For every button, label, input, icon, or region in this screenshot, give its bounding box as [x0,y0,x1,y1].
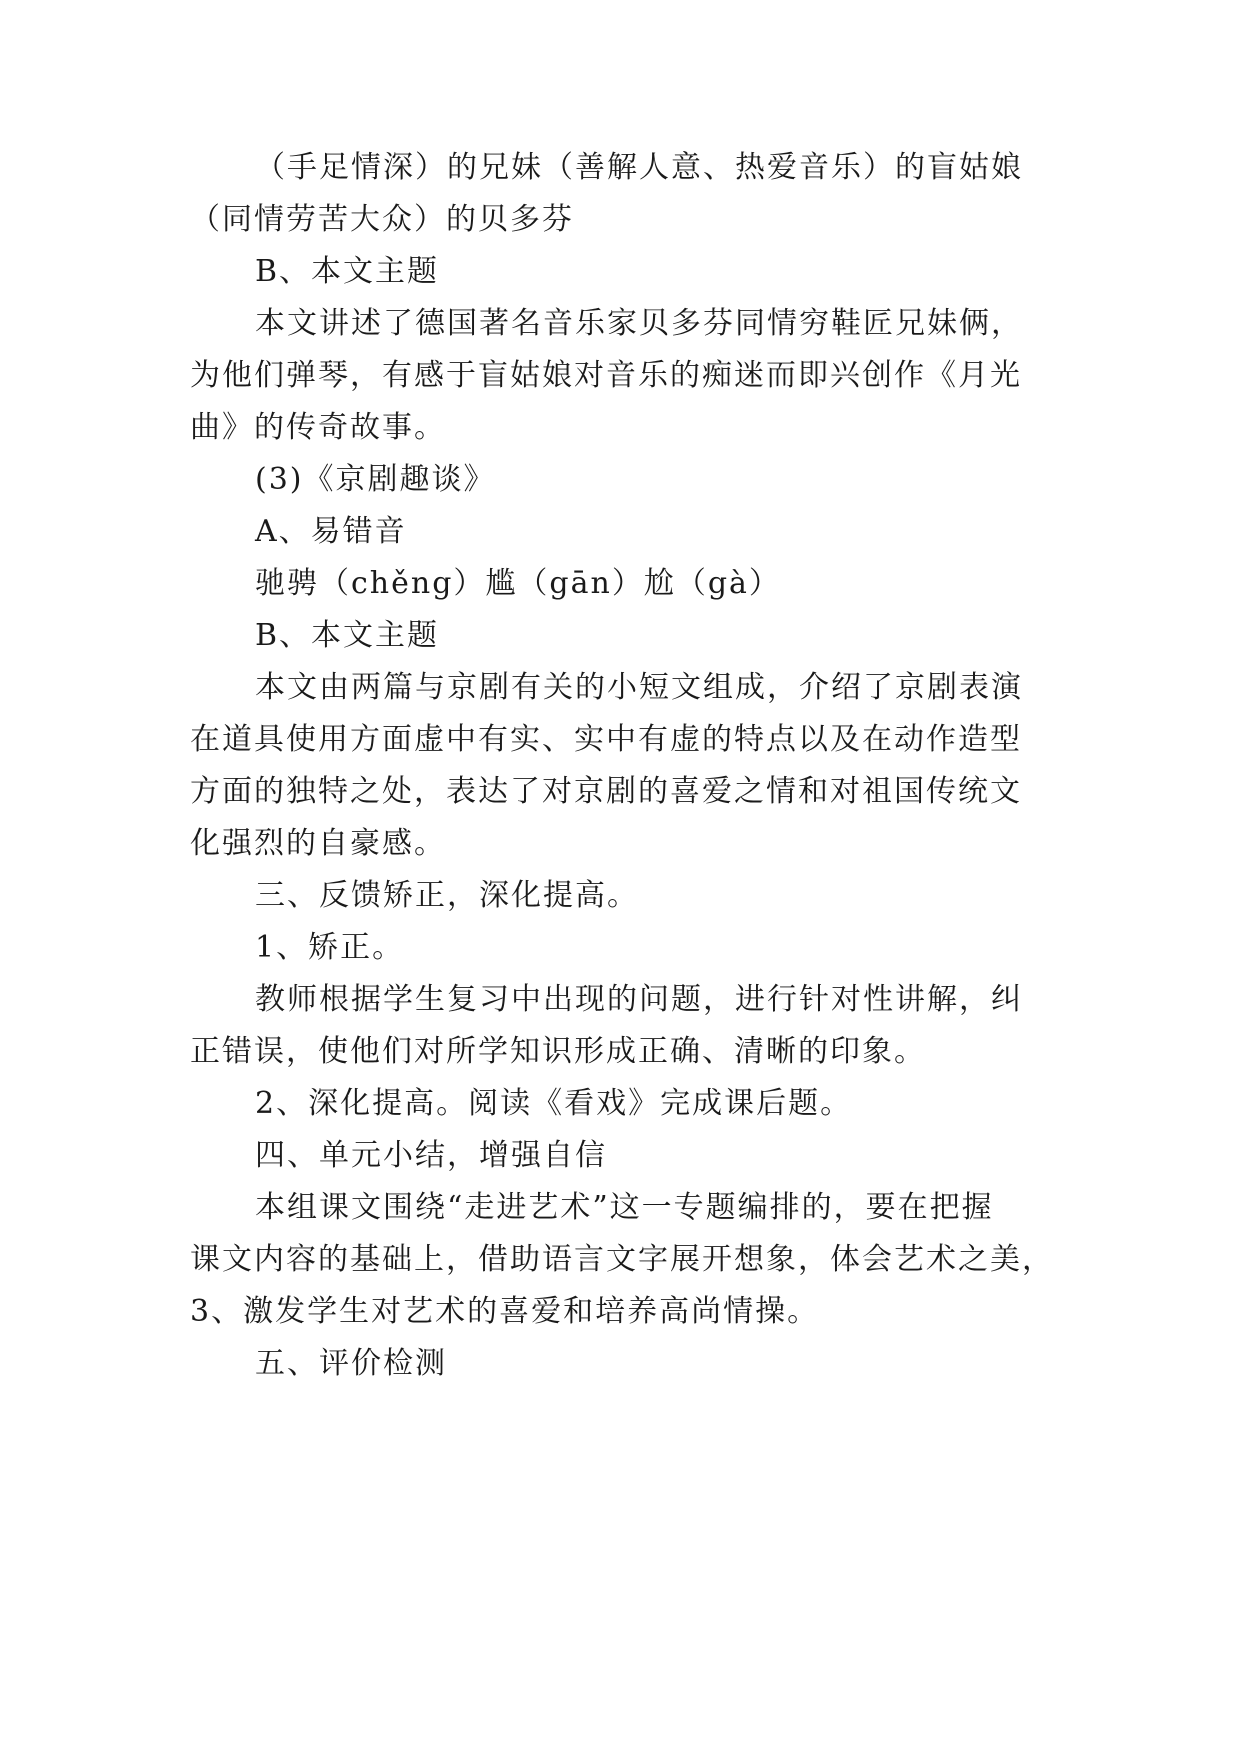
text-line: （手足情深）的兄妹（善解人意、热爱音乐）的盲姑娘 [255,150,1023,185]
text-line: 教师根据学生复习中出现的问题，进行针对性讲解，纠 [255,982,1023,1017]
text-line: 本文讲述了德国著名音乐家贝多芬同情穷鞋匠兄妹俩， [255,306,1023,341]
text-line: 为他们弹琴，有感于盲姑娘对音乐的痴迷而即兴创作《月光 [190,358,1022,393]
text-line: 课文内容的基础上，借助语言文字展开想象，体会艺术之美， [190,1242,1054,1277]
section-heading: (3)《京剧趣谈》 [255,462,496,497]
text-line: 本组课文围绕“走进艺术”这一专题编排的，要在把握 [255,1190,994,1225]
section-heading: B、本文主题 [255,254,440,289]
text-line: 2、深化提高。阅读《看戏》完成课后题。 [255,1086,853,1121]
section-heading: A、易错音 [255,514,407,549]
section-heading: 三、反馈矫正，深化提高。 [255,878,639,913]
text-line: 3、激发学生对艺术的喜爱和培养高尚情操。 [190,1294,820,1329]
section-heading: 四、单元小结，增强自信 [255,1138,607,1173]
section-heading: B、本文主题 [255,618,440,653]
section-heading: 五、评价检测 [255,1346,447,1381]
section-heading: 1、矫正。 [255,930,405,965]
text-line: 方面的独特之处，表达了对京剧的喜爱之情和对祖国传统文 [190,774,1022,809]
text-line: 在道具使用方面虚中有实、实中有虚的特点以及在动作造型 [190,722,1022,757]
text-line: 曲》的传奇故事。 [190,410,446,445]
text-line: 正错误，使他们对所学知识形成正确、清晰的印象。 [190,1034,926,1069]
text-line: 化强烈的自豪感。 [190,826,446,861]
text-line: 驰骋（chěng）尴（gān）尬（gà） [255,566,781,601]
text-line: （同情劳苦大众）的贝多芬 [190,202,574,237]
text-line: 本文由两篇与京剧有关的小短文组成，介绍了京剧表演 [255,670,1023,705]
